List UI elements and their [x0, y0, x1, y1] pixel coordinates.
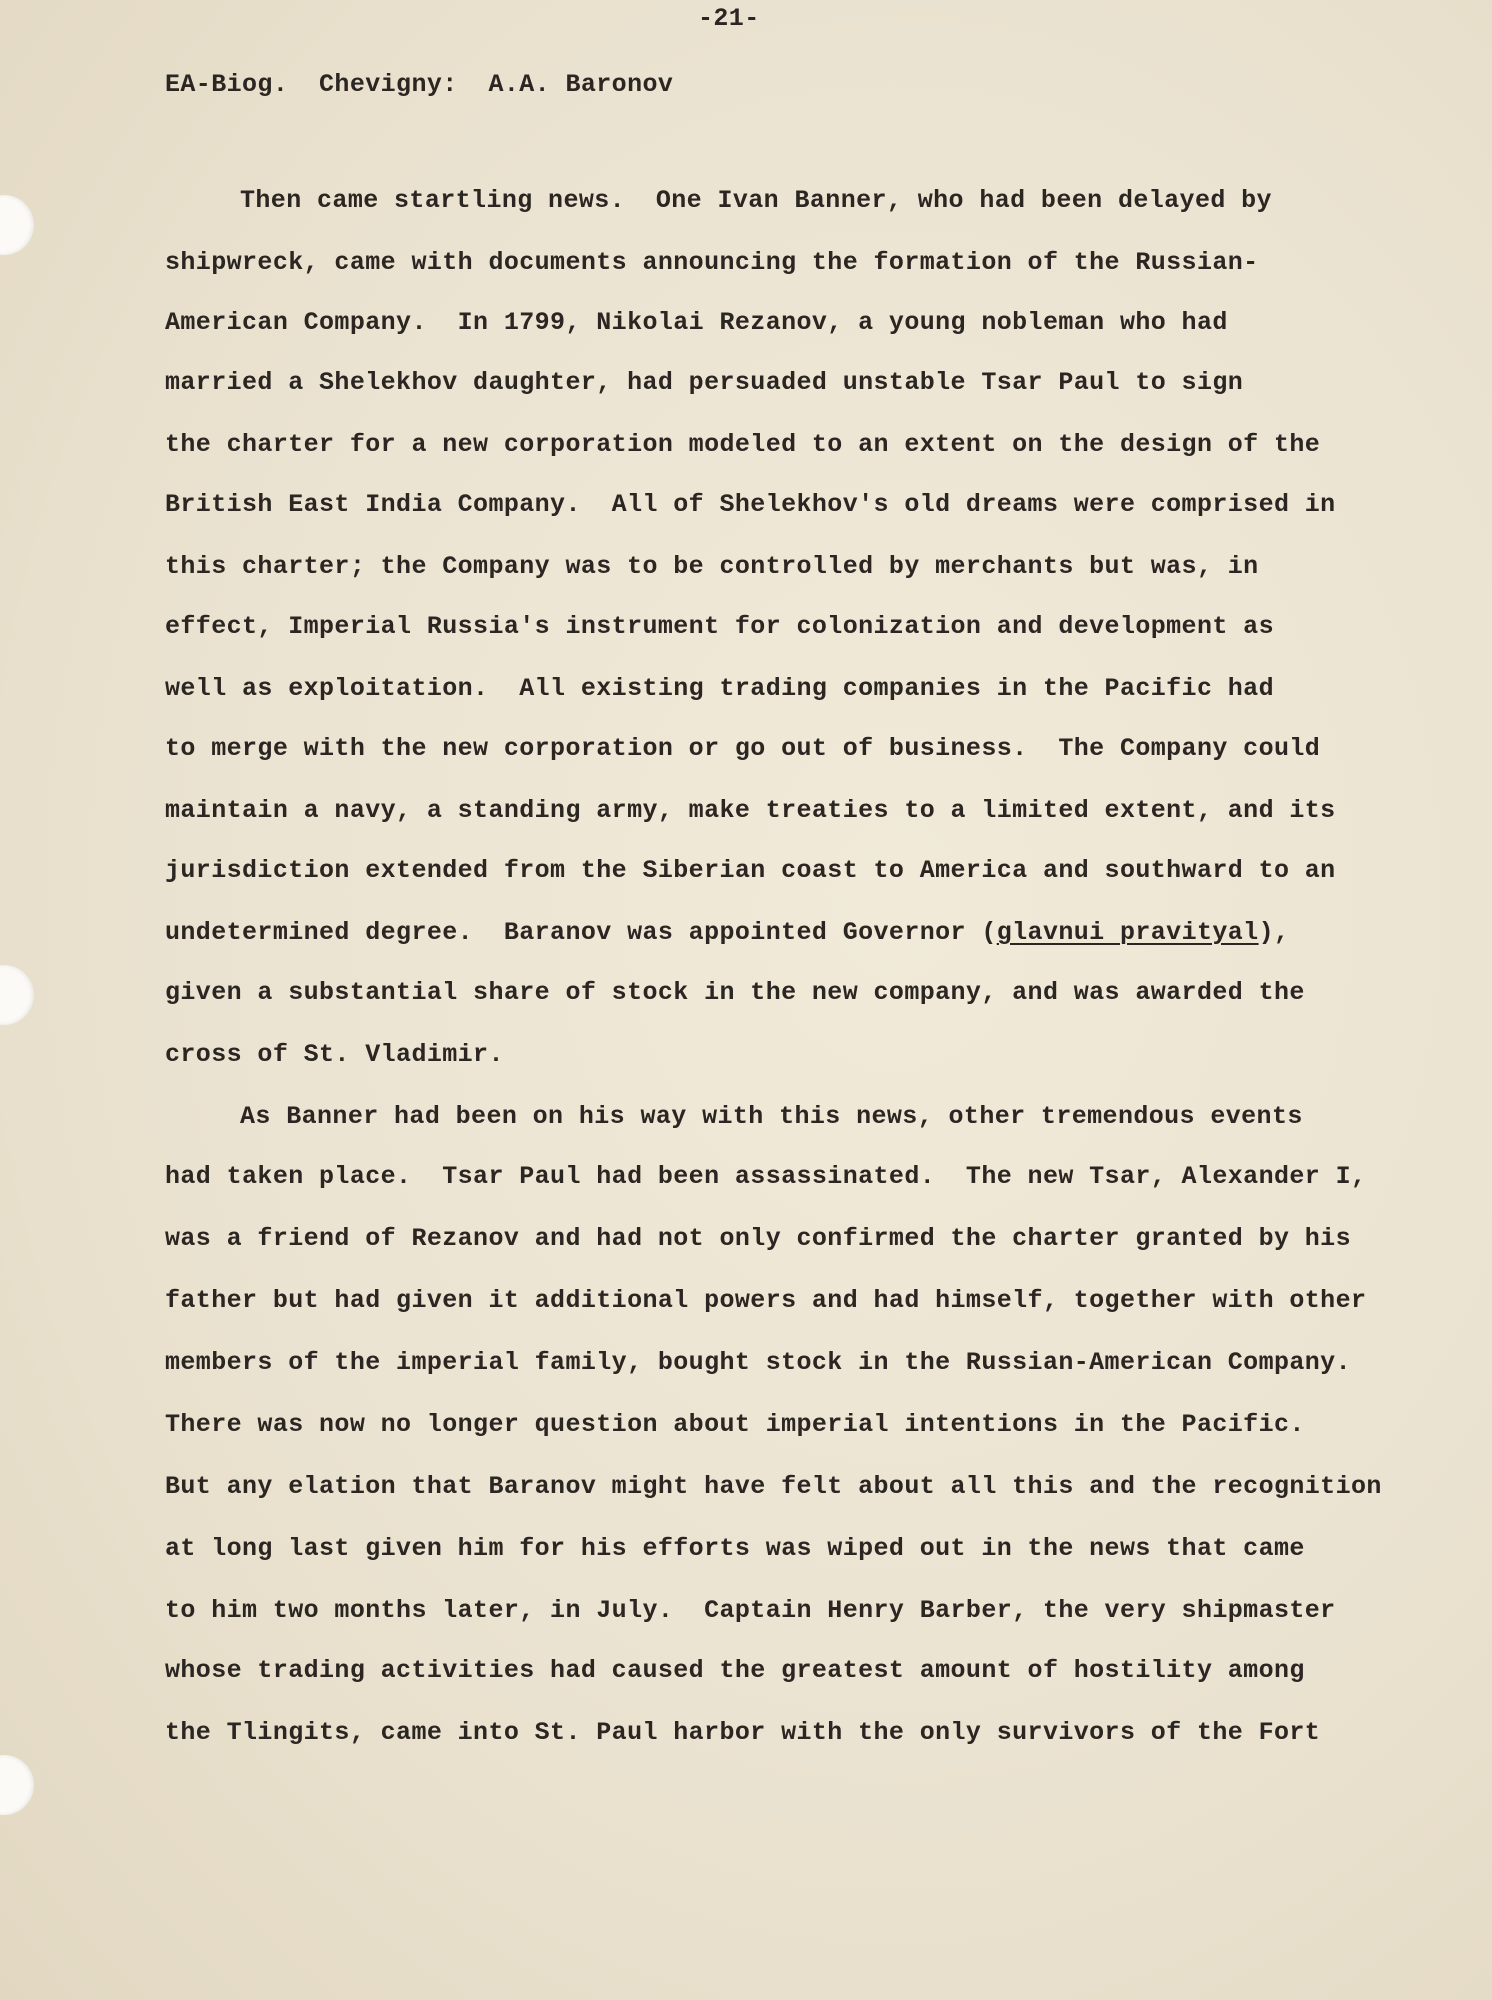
punch-hole — [0, 965, 34, 1025]
text-line: to him two months later, in July. Captain Henry Barber, the very shipmaster — [165, 1596, 1336, 1625]
page-number: -21- — [698, 4, 760, 33]
text-line: married a Shelekhov daughter, had persuaded unstable Tsar Paul to sign — [165, 368, 1244, 397]
document-header: EA-Biog. Chevigny: A.A. Baronov — [165, 70, 674, 99]
text-line: There was now no longer question about imperial intentions in the Pacific. — [165, 1410, 1305, 1439]
text-line: maintain a navy, a standing army, make treaties to a limited extent, and its — [165, 796, 1336, 825]
underlined-term: glavnui pravityal — [996, 918, 1259, 947]
text-line: As Banner had been on his way with this news, other tremendous events — [240, 1102, 1303, 1131]
text-line: well as exploitation. All existing trading companies in the Pacific had — [165, 674, 1274, 703]
text-segment: ), — [1258, 918, 1290, 947]
text-line: members of the imperial family, bought stock in the Russian-American Company. — [165, 1348, 1351, 1377]
punch-hole — [0, 195, 34, 255]
text-line: effect, Imperial Russia's instrument for colonization and development as — [165, 612, 1274, 641]
text-line: the charter for a new corporation modeled to an extent on the design of the — [165, 430, 1321, 459]
text-line: was a friend of Rezanov and had not only confirmed the charter granted by his — [165, 1224, 1351, 1253]
text-line: shipwreck, came with documents announcing the formation of the Russian- — [165, 248, 1259, 277]
text-line: Then came startling news. One Ivan Banner, who had been delayed by — [240, 186, 1272, 215]
text-line: But any elation that Baranov might have felt about all this and the recognition — [165, 1472, 1382, 1501]
text-line: father but had given it additional powers and had himself, together with other — [165, 1286, 1367, 1315]
text-line: given a substantial share of stock in the new company, and was awarded the — [165, 978, 1305, 1007]
text-line: the Tlingits, came into St. Paul harbor with the only survivors of the Fort — [165, 1718, 1321, 1747]
text-line: American Company. In 1799, Nikolai Rezanov, a young nobleman who had — [165, 308, 1228, 337]
text-line: cross of St. Vladimir. — [165, 1040, 504, 1069]
punch-hole — [0, 1755, 34, 1815]
text-line: to merge with the new corporation or go out of business. The Company could — [165, 734, 1321, 763]
text-line: British East India Company. All of Shelekhov's old dreams were comprised in — [165, 490, 1336, 519]
text-line: this charter; the Company was to be controlled by merchants but was, in — [165, 552, 1259, 581]
text-segment: undetermined degree. Baranov was appointed Governor ( — [165, 918, 997, 947]
text-line: had taken place. Tsar Paul had been assassinated. The new Tsar, Alexander I, — [165, 1162, 1367, 1191]
text-line — [165, 918, 1289, 947]
text-line: whose trading activities had caused the greatest amount of hostility among — [165, 1656, 1305, 1685]
text-line: at long last given him for his efforts was wiped out in the news that came — [165, 1534, 1305, 1563]
text-line: jurisdiction extended from the Siberian coast to America and southward to an — [165, 856, 1336, 885]
